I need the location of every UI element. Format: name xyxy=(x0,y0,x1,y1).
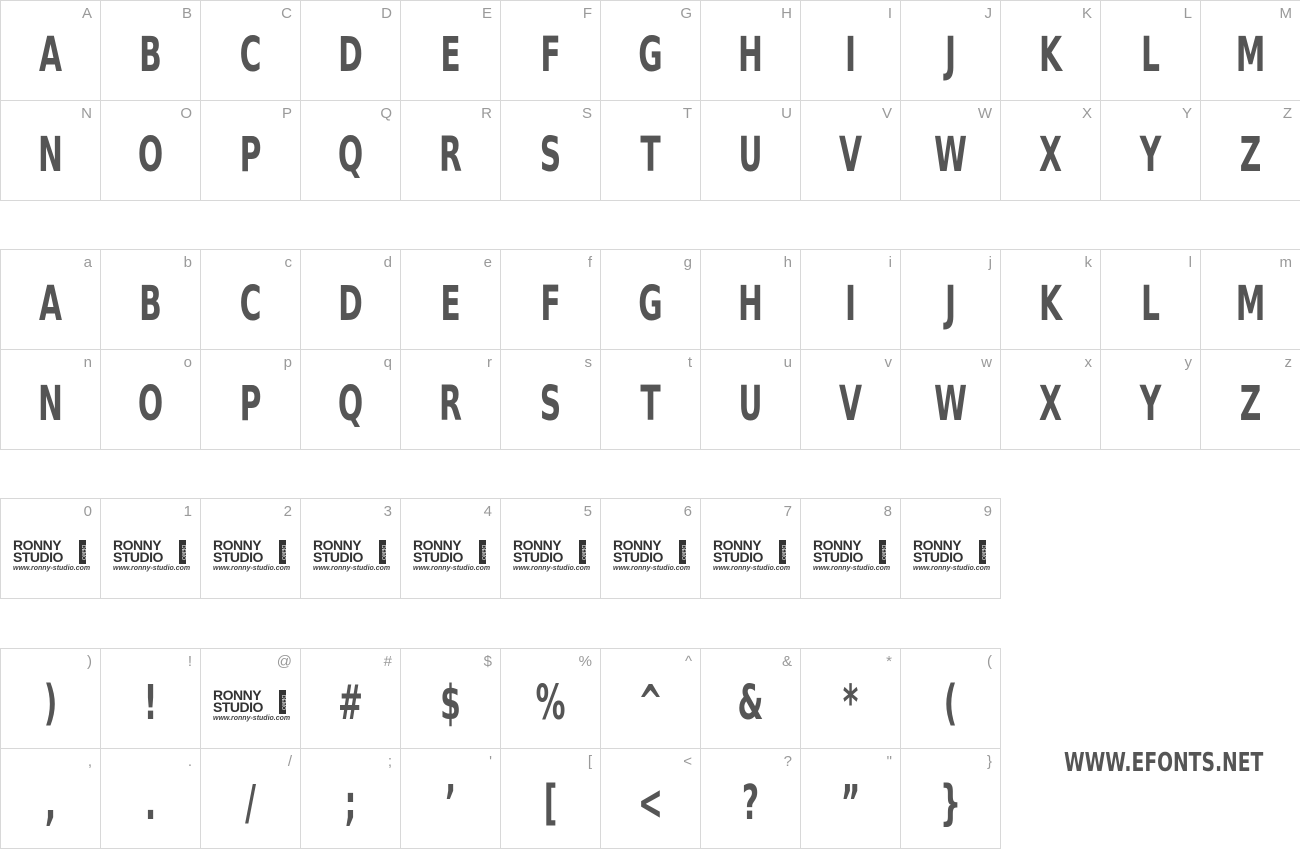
glyph-cell xyxy=(201,101,301,201)
glyph-cell xyxy=(801,350,901,450)
char-label: B xyxy=(181,5,192,22)
glyph-preview: O xyxy=(137,376,164,432)
char-label: u xyxy=(783,354,792,371)
glyph-cell xyxy=(301,350,401,450)
glyph-preview: ? xyxy=(741,775,760,831)
glyph-preview: T xyxy=(640,127,661,183)
char-label: w xyxy=(981,354,992,371)
glyph-cell xyxy=(101,250,201,350)
glyph-cell xyxy=(101,1,201,101)
char-label: A xyxy=(81,5,92,22)
glyph-cell xyxy=(1201,1,1300,101)
glyph-cell xyxy=(1,649,101,749)
glyph-preview: N xyxy=(38,127,63,183)
char-label: n xyxy=(83,354,92,371)
glyph-preview: O xyxy=(137,127,164,183)
glyph-cell xyxy=(201,350,301,450)
char-label: k xyxy=(1084,254,1092,271)
demo-badge-url: www.ronny-studio.com xyxy=(913,565,991,572)
char-label: 7 xyxy=(783,503,792,520)
demo-badge-url: www.ronny-studio.com xyxy=(613,565,691,572)
char-label: T xyxy=(682,105,692,122)
glyph-preview: S xyxy=(539,376,562,432)
glyph-preview: J xyxy=(944,27,957,83)
char-label: * xyxy=(886,653,892,670)
glyph-preview: W xyxy=(934,127,967,183)
glyph-preview: # xyxy=(338,675,363,731)
glyph-cell xyxy=(1001,1,1101,101)
char-label: ( xyxy=(987,653,992,670)
glyph-cell xyxy=(1,250,101,350)
glyph-cell xyxy=(601,499,701,599)
char-label: F xyxy=(582,5,592,22)
glyph-preview: E xyxy=(440,27,461,83)
glyph-cell xyxy=(701,749,801,849)
char-label: W xyxy=(977,105,992,122)
demo-badge-tag: DEMO xyxy=(279,540,286,564)
demo-badge-tag: DEMO xyxy=(479,540,486,564)
glyph-cell xyxy=(901,749,1001,849)
symbols-grid xyxy=(0,648,1001,849)
demo-badge-url: www.ronny-studio.com xyxy=(313,565,391,572)
glyph-cell xyxy=(401,101,501,201)
glyph-preview: K xyxy=(1038,276,1063,332)
demo-badge-line2: STUDIO xyxy=(113,549,163,565)
glyph-preview: ; xyxy=(344,775,357,831)
demo-badge-line2: STUDIO xyxy=(813,549,863,565)
glyph-cell xyxy=(501,749,601,849)
glyph-preview: } xyxy=(939,775,962,831)
glyph-preview: G xyxy=(638,27,663,83)
demo-badge xyxy=(713,539,791,575)
char-label: ^ xyxy=(684,653,692,670)
glyph-cell xyxy=(501,499,601,599)
demo-badge-url: www.ronny-studio.com xyxy=(713,565,791,572)
uppercase-grid xyxy=(0,0,1300,201)
demo-badge-line2: STUDIO xyxy=(713,549,763,565)
demo-badge-tag: DEMO xyxy=(979,540,986,564)
glyph-cell xyxy=(101,101,201,201)
char-label: ! xyxy=(187,653,192,670)
glyph-cell xyxy=(1101,1,1201,101)
demo-badge-tag: DEMO xyxy=(179,540,186,564)
glyph-cell xyxy=(201,250,301,350)
glyph-cell xyxy=(1201,101,1300,201)
glyph-preview: I xyxy=(844,276,857,332)
char-label: g xyxy=(683,254,692,271)
glyph-cell xyxy=(401,499,501,599)
demo-badge xyxy=(213,539,291,575)
glyph-preview: H xyxy=(738,276,763,332)
char-label: 4 xyxy=(483,503,492,520)
char-label: 0 xyxy=(83,503,92,520)
glyph-cell xyxy=(601,1,701,101)
char-label: $ xyxy=(483,653,492,670)
glyph-cell xyxy=(901,350,1001,450)
glyph-preview: T xyxy=(640,376,661,432)
char-label: i xyxy=(888,254,892,271)
glyph-cell xyxy=(601,101,701,201)
char-label: @ xyxy=(276,653,292,670)
glyph-cell xyxy=(601,250,701,350)
demo-badge-tag: DEMO xyxy=(679,540,686,564)
glyph-cell xyxy=(501,250,601,350)
glyph-cell xyxy=(1,749,101,849)
glyph-cell xyxy=(301,499,401,599)
demo-badge-url: www.ronny-studio.com xyxy=(113,565,191,572)
glyph-preview: < xyxy=(638,775,663,831)
char-label: U xyxy=(781,105,792,122)
char-label: j xyxy=(988,254,992,271)
glyph-preview: Y xyxy=(1139,376,1162,432)
glyph-cell xyxy=(301,1,401,101)
char-label: D xyxy=(381,5,392,22)
char-label: N xyxy=(81,105,92,122)
demo-badge-line2: STUDIO xyxy=(513,549,563,565)
char-label: G xyxy=(680,5,692,22)
glyph-preview: ’ xyxy=(444,775,457,831)
glyph-cell xyxy=(201,499,301,599)
glyph-preview: Q xyxy=(337,127,364,183)
char-label: % xyxy=(578,653,592,670)
char-label: 2 xyxy=(283,503,292,520)
glyph-cell xyxy=(401,250,501,350)
glyph-cell xyxy=(1101,250,1201,350)
char-label: c xyxy=(284,254,292,271)
glyph-cell xyxy=(201,749,301,849)
glyph-cell xyxy=(801,649,901,749)
char-label: " xyxy=(886,753,892,770)
demo-badge-url: www.ronny-studio.com xyxy=(513,565,591,572)
glyph-cell xyxy=(701,101,801,201)
glyph-cell xyxy=(401,1,501,101)
demo-badge-url: www.ronny-studio.com xyxy=(413,565,491,572)
glyph-preview: F xyxy=(540,276,561,332)
glyph-cell xyxy=(301,250,401,350)
glyph-preview: L xyxy=(1141,27,1160,83)
demo-badge-line2: STUDIO xyxy=(413,549,463,565)
glyph-cell xyxy=(1001,350,1101,450)
demo-badge-line1: RONNY xyxy=(313,537,362,553)
char-label: 6 xyxy=(683,503,692,520)
demo-badge-line1: RONNY xyxy=(713,537,762,553)
glyph-cell xyxy=(1,101,101,201)
glyph-cell xyxy=(101,749,201,849)
demo-badge xyxy=(813,539,891,575)
demo-badge-tag: DEMO xyxy=(779,540,786,564)
glyph-cell xyxy=(701,350,801,450)
glyph-preview: . xyxy=(144,775,157,831)
char-label: [ xyxy=(587,753,592,770)
glyph-cell xyxy=(501,1,601,101)
glyph-cell xyxy=(101,350,201,450)
glyph-preview: F xyxy=(540,27,561,83)
glyph-preview: Y xyxy=(1139,127,1162,183)
demo-badge-line1: RONNY xyxy=(13,537,62,553)
char-label: Z xyxy=(1282,105,1292,122)
glyph-preview: K xyxy=(1038,27,1063,83)
glyph-preview: N xyxy=(38,376,63,432)
glyph-preview: U xyxy=(738,376,763,432)
char-label: e xyxy=(483,254,492,271)
demo-badge-line1: RONNY xyxy=(613,537,662,553)
demo-badge xyxy=(613,539,691,575)
glyph-preview: H xyxy=(738,27,763,83)
glyph-preview: X xyxy=(1039,376,1062,432)
glyph-cell xyxy=(701,649,801,749)
demo-badge-line1: RONNY xyxy=(913,537,962,553)
char-label: m xyxy=(1279,254,1292,271)
demo-badge-url: www.ronny-studio.com xyxy=(813,565,891,572)
char-label: & xyxy=(781,653,792,670)
glyph-cell xyxy=(801,101,901,201)
glyph-preview: D xyxy=(338,276,363,332)
char-label: < xyxy=(683,753,692,770)
glyph-cell xyxy=(701,250,801,350)
char-label: v xyxy=(884,354,892,371)
glyph-preview: P xyxy=(239,376,262,432)
glyph-preview: ” xyxy=(840,775,861,831)
char-label: # xyxy=(383,653,392,670)
glyph-cell xyxy=(301,101,401,201)
char-label: 1 xyxy=(183,503,192,520)
char-label: O xyxy=(180,105,192,122)
demo-badge-tag: DEMO xyxy=(879,540,886,564)
glyph-cell xyxy=(601,749,701,849)
char-label: ) xyxy=(87,653,92,670)
glyph-preview: C xyxy=(239,27,262,83)
glyph-preview: W xyxy=(934,376,967,432)
glyph-preview: V xyxy=(838,127,863,183)
char-label: p xyxy=(283,354,292,371)
demo-badge-line2: STUDIO xyxy=(313,549,363,565)
glyph-preview: Z xyxy=(1239,376,1262,432)
char-label: R xyxy=(481,105,492,122)
char-label: K xyxy=(1081,5,1092,22)
char-label: C xyxy=(281,5,292,22)
char-label: V xyxy=(881,105,892,122)
glyph-preview: I xyxy=(844,27,857,83)
glyph-cell xyxy=(501,649,601,749)
demo-badge xyxy=(913,539,991,575)
demo-badge-line2: STUDIO xyxy=(913,549,963,565)
glyph-cell xyxy=(701,499,801,599)
glyph-cell xyxy=(1,350,101,450)
char-label: ' xyxy=(489,753,492,770)
glyph-preview: B xyxy=(139,27,162,83)
char-label: . xyxy=(187,753,192,770)
glyph-preview: R xyxy=(439,376,462,432)
demo-badge-line2: STUDIO xyxy=(13,549,63,565)
demo-badge-line1: RONNY xyxy=(413,537,462,553)
demo-badge xyxy=(213,689,291,725)
demo-badge-line2: STUDIO xyxy=(213,699,263,715)
demo-badge-line1: RONNY xyxy=(513,537,562,553)
glyph-preview: M xyxy=(1235,276,1266,332)
char-label: o xyxy=(183,354,192,371)
glyph-cell xyxy=(901,250,1001,350)
glyph-preview: R xyxy=(439,127,462,183)
glyph-cell xyxy=(601,350,701,450)
glyph-cell xyxy=(101,499,201,599)
glyph-preview: B xyxy=(139,276,162,332)
glyph-cell xyxy=(101,649,201,749)
char-label: X xyxy=(1081,105,1092,122)
glyph-preview: [ xyxy=(543,775,558,831)
efonts-watermark: WWW.EFONTS.NET xyxy=(1064,748,1264,778)
glyph-cell xyxy=(1101,101,1201,201)
glyph-cell xyxy=(1201,250,1300,350)
glyph-cell xyxy=(801,499,901,599)
glyph-preview: L xyxy=(1141,276,1160,332)
glyph-cell xyxy=(1,1,101,101)
demo-badge xyxy=(13,539,91,575)
glyph-cell xyxy=(801,749,901,849)
glyph-preview: D xyxy=(338,27,363,83)
char-label: l xyxy=(1188,254,1192,271)
demo-badge-line2: STUDIO xyxy=(213,549,263,565)
demo-badge-line1: RONNY xyxy=(813,537,862,553)
char-label: } xyxy=(986,753,992,770)
glyph-cell xyxy=(1201,350,1300,450)
glyph-cell xyxy=(901,101,1001,201)
glyph-cell xyxy=(1001,250,1101,350)
char-label: q xyxy=(383,354,392,371)
demo-badge xyxy=(313,539,391,575)
demo-badge-tag: DEMO xyxy=(579,540,586,564)
glyph-preview: Q xyxy=(337,376,364,432)
char-label: s xyxy=(584,354,592,371)
glyph-cell xyxy=(901,649,1001,749)
char-label: , xyxy=(87,753,92,770)
glyph-preview: V xyxy=(838,376,863,432)
char-label: Y xyxy=(1181,105,1192,122)
char-label: L xyxy=(1183,5,1192,22)
glyph-preview: ) xyxy=(43,675,58,731)
char-label: M xyxy=(1279,5,1292,22)
glyph-cell xyxy=(501,101,601,201)
char-label: J xyxy=(984,5,992,22)
glyph-cell xyxy=(501,350,601,450)
glyph-cell xyxy=(401,350,501,450)
char-label: d xyxy=(383,254,392,271)
demo-badge-url: www.ronny-studio.com xyxy=(13,565,91,572)
glyph-preview: Z xyxy=(1239,127,1262,183)
char-label: a xyxy=(83,254,92,271)
glyph-cell xyxy=(201,1,301,101)
char-label: S xyxy=(581,105,592,122)
glyph-preview: G xyxy=(638,276,663,332)
char-label: I xyxy=(887,5,892,22)
glyph-preview: / xyxy=(245,775,256,831)
char-label: f xyxy=(587,254,592,271)
glyph-cell xyxy=(1,499,101,599)
demo-badge-tag: DEMO xyxy=(79,540,86,564)
char-label: H xyxy=(781,5,792,22)
glyph-preview: & xyxy=(737,675,764,731)
char-label: 9 xyxy=(983,503,992,520)
demo-badge xyxy=(113,539,191,575)
char-label: 8 xyxy=(883,503,892,520)
glyph-cell xyxy=(301,649,401,749)
demo-badge-line1: RONNY xyxy=(213,687,262,703)
lowercase-grid xyxy=(0,249,1300,450)
char-label: x xyxy=(1084,354,1092,371)
demo-badge-tag: DEMO xyxy=(379,540,386,564)
char-label: z xyxy=(1284,354,1292,371)
glyph-cell xyxy=(301,749,401,849)
demo-badge-line2: STUDIO xyxy=(613,549,663,565)
glyph-preview: A xyxy=(38,27,63,83)
demo-badge-line1: RONNY xyxy=(213,537,262,553)
char-label: 5 xyxy=(583,503,592,520)
glyph-cell xyxy=(401,749,501,849)
glyph-preview: M xyxy=(1235,27,1266,83)
char-label: P xyxy=(281,105,292,122)
glyph-cell xyxy=(601,649,701,749)
demo-badge-url: www.ronny-studio.com xyxy=(213,715,291,722)
glyph-preview: X xyxy=(1039,127,1062,183)
demo-badge-url: www.ronny-studio.com xyxy=(213,565,291,572)
glyph-cell xyxy=(1101,350,1201,450)
glyph-preview: A xyxy=(38,276,63,332)
char-label: b xyxy=(183,254,192,271)
glyph-cell xyxy=(901,499,1001,599)
char-label: 3 xyxy=(383,503,392,520)
demo-badge xyxy=(513,539,591,575)
glyph-preview: ! xyxy=(143,675,158,731)
glyph-preview: P xyxy=(239,127,262,183)
glyph-cell xyxy=(701,1,801,101)
glyph-cell xyxy=(801,250,901,350)
glyph-cell xyxy=(801,1,901,101)
glyph-preview: * xyxy=(842,675,859,731)
char-label: / xyxy=(287,753,292,770)
digits-grid xyxy=(0,498,1001,599)
glyph-cell xyxy=(1001,101,1101,201)
char-label: Q xyxy=(380,105,392,122)
glyph-preview: U xyxy=(738,127,763,183)
char-label: h xyxy=(783,254,792,271)
glyph-preview: S xyxy=(539,127,562,183)
char-label: ? xyxy=(783,753,792,770)
glyph-preview: , xyxy=(44,775,57,831)
glyph-preview: ^ xyxy=(638,675,663,731)
demo-badge-line1: RONNY xyxy=(113,537,162,553)
char-label: E xyxy=(481,5,492,22)
glyph-cell xyxy=(901,1,1001,101)
demo-badge xyxy=(413,539,491,575)
glyph-cell xyxy=(401,649,501,749)
char-label: ; xyxy=(387,753,392,770)
char-label: t xyxy=(687,354,692,371)
glyph-preview: $ xyxy=(440,675,461,731)
glyph-preview: J xyxy=(944,276,957,332)
glyph-preview: % xyxy=(535,675,566,731)
glyph-cell xyxy=(201,649,301,749)
glyph-preview: ( xyxy=(943,675,958,731)
glyph-preview: C xyxy=(239,276,262,332)
char-label: y xyxy=(1184,354,1192,371)
demo-badge-tag: DEMO xyxy=(279,690,286,714)
glyph-preview: E xyxy=(440,276,461,332)
char-label: r xyxy=(487,354,492,371)
